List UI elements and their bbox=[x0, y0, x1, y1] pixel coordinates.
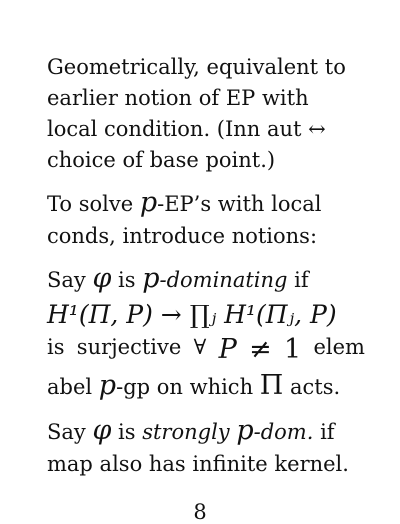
text-fragment: Say bbox=[47, 420, 93, 444]
text-line: local condition. (Inn aut ↔ bbox=[47, 117, 326, 141]
text-line: conds, introduce notions: bbox=[47, 224, 318, 248]
text-fragment: -EP’s with local bbox=[157, 192, 322, 216]
math-phi: φ bbox=[92, 415, 112, 446]
word: is bbox=[47, 335, 65, 359]
slide-body bbox=[47, 52, 377, 489]
text-line: choice of base point.) bbox=[47, 148, 276, 172]
text-line: map also has infinite kernel. bbox=[47, 452, 349, 476]
emphasis-dominating: -dominating bbox=[159, 268, 288, 292]
text-fragment: if bbox=[313, 420, 335, 444]
text-fragment: is bbox=[111, 420, 143, 444]
text-line-justified bbox=[47, 332, 365, 368]
forall-symbol: ∀ bbox=[193, 335, 207, 359]
paragraph-dominating-definition bbox=[47, 261, 377, 404]
text-line bbox=[47, 368, 377, 404]
math-p: p bbox=[139, 187, 158, 218]
text-fragment: -gp on which bbox=[116, 375, 260, 399]
cohomology-formula: H¹(Π, P) → ∏ⱼ H¹(Πⱼ, P) bbox=[47, 300, 337, 329]
paragraph-strongly-dominating bbox=[47, 413, 377, 480]
text-line bbox=[47, 261, 377, 297]
text-fragment: if bbox=[287, 268, 309, 292]
text-line bbox=[47, 185, 377, 221]
text-fragment: is bbox=[111, 268, 143, 292]
math-one: 1 bbox=[283, 334, 302, 365]
math-p: p bbox=[236, 415, 254, 446]
math-p: p bbox=[98, 370, 117, 401]
text-fragment: acts. bbox=[283, 375, 341, 399]
text-line: Geometrically, equivalent to bbox=[47, 55, 346, 79]
page-number: 8 bbox=[193, 500, 207, 524]
emphasis-dom: -dom. bbox=[253, 420, 314, 444]
paragraph-solve bbox=[47, 185, 377, 252]
word: elem bbox=[313, 335, 365, 359]
text-fragment: To solve bbox=[47, 192, 140, 216]
math-P: P bbox=[218, 334, 237, 365]
text-fragment: abel bbox=[47, 375, 99, 399]
paragraph-geometric bbox=[47, 52, 377, 176]
word: surjective bbox=[76, 335, 182, 359]
text-line: earlier notion of EP with bbox=[47, 86, 309, 110]
text-fragment: Say bbox=[47, 268, 93, 292]
text-line bbox=[47, 413, 377, 449]
math-phi: φ bbox=[92, 263, 112, 294]
emphasis-strongly: strongly bbox=[142, 420, 237, 444]
neq-symbol: ≠ bbox=[249, 334, 272, 365]
math-Pi: Π bbox=[259, 370, 284, 401]
math-p: p bbox=[142, 263, 160, 294]
